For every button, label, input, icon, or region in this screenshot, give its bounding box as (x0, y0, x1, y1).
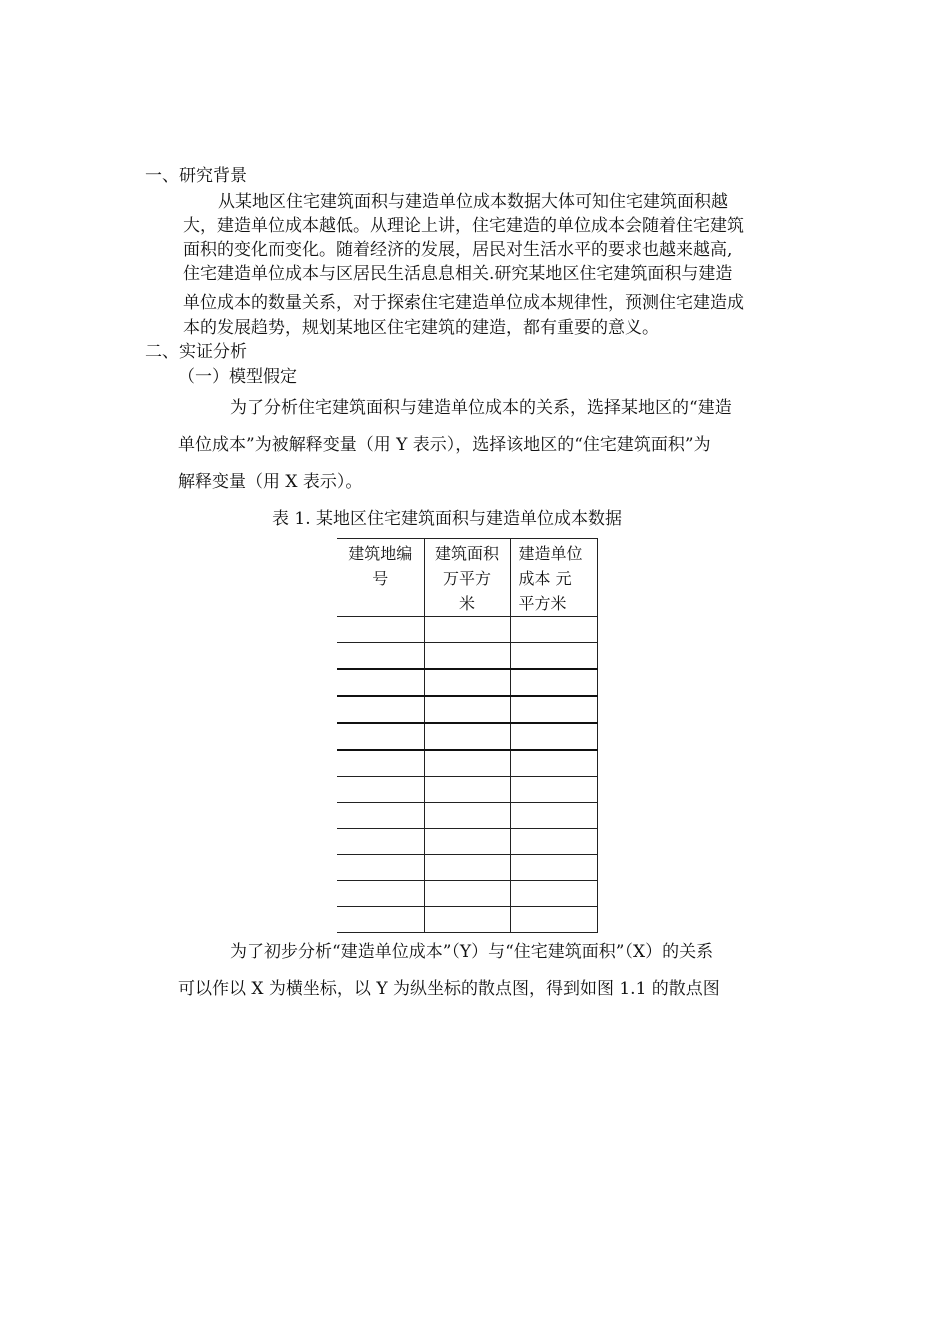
table-row (337, 881, 597, 907)
header-text: 号 (372, 569, 389, 588)
section-1-paragraph-line: 单位成本的数量关系，对于探索住宅建造单位成本规律性，预测住宅建造成 (183, 293, 744, 313)
table-row (337, 907, 597, 933)
model-paragraph-line: 为了分析住宅建筑面积与建造单位成本的关系，选择某地区的“建造 (230, 398, 732, 418)
table-row (337, 803, 597, 829)
table-cell (337, 617, 424, 643)
table-cell (424, 881, 510, 907)
table-row (337, 777, 597, 803)
table-cell (337, 803, 424, 829)
header-cell-unit-cost (510, 539, 597, 617)
section-1-paragraph-line: 从某地区住宅建筑面积与建造单位成本数据大体可知住宅建筑面积越 (218, 192, 728, 212)
scatter-paragraph-line: 可以作以 X 为横坐标，以 Y 为纵坐标的散点图，得到如图 1.1 的散点图 (178, 979, 720, 999)
table-row (337, 855, 597, 881)
table-row (337, 617, 597, 643)
section-1-heading: 一、研究背景 (145, 166, 247, 186)
table-cell (510, 617, 597, 643)
scatter-paragraph-line: 为了初步分析“建造单位成本”（Y）与“住宅建筑面积”（X）的关系 (230, 942, 714, 962)
table-cell (424, 723, 510, 750)
table-row (337, 723, 597, 750)
section-1-paragraph-line: 本的发展趋势，规划某地区住宅建筑的建造，都有重要的意义。 (183, 318, 659, 338)
table-cell (510, 881, 597, 907)
table-cell (337, 643, 424, 670)
table-row (337, 643, 597, 670)
table-cell (424, 617, 510, 643)
section-1-paragraph-line: 大，建造单位成本越低。从理论上讲，住宅建造的单位成本会随着住宅建筑 (183, 216, 744, 236)
table-caption: 表 1. 某地区住宅建筑面积与建造单位成本数据 (272, 509, 623, 529)
table-cell (424, 777, 510, 803)
table-cell (510, 803, 597, 829)
header-text: 成本 元 (518, 569, 572, 588)
model-paragraph-line: 单位成本”为被解释变量（用 Y 表示），选择该地区的“住宅建筑面积”为 (178, 435, 711, 455)
data-table (337, 538, 598, 933)
table-cell (424, 643, 510, 670)
table-cell (337, 907, 424, 933)
table-cell (510, 829, 597, 855)
table-cell (424, 696, 510, 723)
table-cell (337, 829, 424, 855)
table-cell (337, 855, 424, 881)
table-cell (424, 669, 510, 696)
header-text: 平方米 (518, 594, 567, 613)
subsection-heading: （一）模型假定 (178, 367, 297, 387)
table-row (337, 750, 597, 777)
table-cell (337, 777, 424, 803)
table-cell (510, 750, 597, 777)
header-text: 万平方 (442, 569, 491, 588)
header-text: 米 (458, 594, 475, 613)
table-cell (424, 803, 510, 829)
table-cell (424, 750, 510, 777)
table-cell (337, 696, 424, 723)
table-cell (424, 829, 510, 855)
header-text: 建筑面积 (434, 544, 499, 563)
header-cell-building-id (337, 539, 424, 617)
table-cell (510, 777, 597, 803)
table-header-row (337, 539, 597, 617)
table-cell (337, 750, 424, 777)
header-text: 建筑地编 (348, 544, 413, 563)
section-1-paragraph-line: 住宅建造单位成本与区居民生活息息相关.研究某地区住宅建筑面积与建造 (183, 264, 733, 284)
table-row (337, 829, 597, 855)
section-2-heading: 二、实证分析 (145, 342, 247, 362)
table-cell (510, 855, 597, 881)
table-cell (510, 643, 597, 670)
header-text: 建造单位 (518, 544, 583, 563)
table-cell (510, 696, 597, 723)
table-cell (337, 881, 424, 907)
table-cell (510, 723, 597, 750)
model-paragraph-line: 解释变量（用 X 表示）。 (178, 472, 363, 492)
table-cell (424, 907, 510, 933)
header-cell-area (424, 539, 510, 617)
table-row (337, 669, 597, 696)
table-cell (510, 669, 597, 696)
table-cell (337, 669, 424, 696)
table-row (337, 696, 597, 723)
table-cell (337, 723, 424, 750)
table-cell (510, 907, 597, 933)
table-cell (424, 855, 510, 881)
section-1-paragraph-line: 面积的变化而变化。随着经济的发展，居民对生活水平的要求也越来越高, (183, 240, 733, 260)
